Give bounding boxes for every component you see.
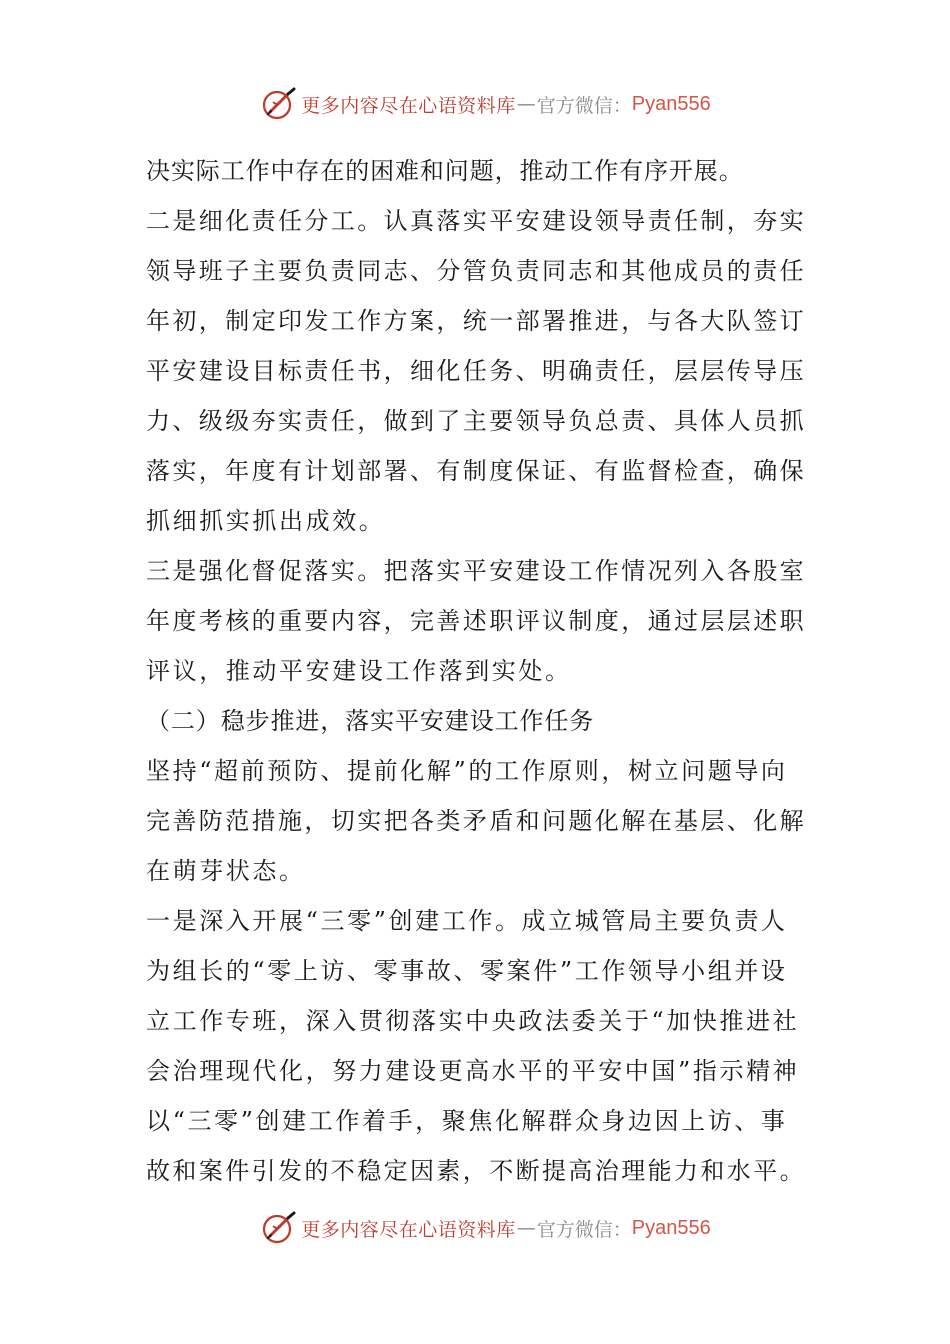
body-line: 完善防范措施，切实把各类矛盾和问题化解在基层、化解 — [146, 807, 806, 835]
body-line: 评议，推动平安建设工作落到实处。 — [146, 657, 572, 685]
body-line: 决实际工作中存在的困难和问题，推动工作有序开展。 — [146, 157, 744, 185]
section-heading: （二）稳步推进，落实平安建设工作任务 — [146, 707, 595, 735]
body-line: 一是深入开展“三零”创建工作。成立城管局主要负责人 — [146, 907, 788, 935]
watermark-dash: — — [516, 1217, 536, 1239]
watermark-wechat-id: Pyan556 — [631, 92, 711, 115]
body-line: 年初，制定印发工作方案，统一部署推进，与各大队签订 — [146, 307, 806, 335]
watermark-wechat-id: Pyan556 — [631, 1216, 711, 1239]
header-watermark-content — [261, 86, 711, 122]
body-line: 以“三零”创建工作着手，聚焦化解群众身边因上访、事 — [146, 1107, 788, 1135]
body-line: 坚持“超前预防、提前化解”的工作原则，树立问题导向 — [146, 757, 788, 785]
document-body — [146, 146, 810, 1196]
watermark-dash: — — [516, 93, 536, 115]
header-watermark — [0, 84, 950, 124]
body-line: 为组长的“零上访、零事故、零案件”工作领导小组并设 — [146, 957, 788, 985]
body-line: 三是强化督促落实。把落实平安建设工作情况列入各股室 — [146, 557, 806, 585]
footer-watermark — [0, 1208, 950, 1248]
body-line: 立工作专班，深入贯彻落实中央政法委关于“加快推进社 — [146, 1007, 800, 1035]
pen-logo-icon — [261, 86, 297, 122]
body-line: 二是细化责任分工。认真落实平安建设领导责任制，夯实 — [146, 207, 806, 235]
watermark-sub-text: 官方微信： — [536, 1218, 632, 1241]
watermark-main-text: 更多内容尽在心语资料库 — [301, 1218, 516, 1241]
pen-logo-icon — [261, 1210, 297, 1246]
body-line: 年度考核的重要内容，完善述职评议制度，通过层层述职 — [146, 607, 806, 635]
footer-watermark-content — [261, 1210, 711, 1246]
body-line: 在萌芽状态。 — [146, 857, 306, 885]
watermark-main-text: 更多内容尽在心语资料库 — [301, 94, 516, 117]
body-line: 落实，年度有计划部署、有制度保证、有监督检查，确保 — [146, 457, 806, 485]
body-line: 会治理现代化，努力建设更高水平的平安中国”指示精神 — [146, 1057, 800, 1085]
body-line: 力、级级夯实责任，做到了主要领导负总责、具体人员抓 — [146, 407, 806, 435]
body-line: 抓细抓实抓出成效。 — [146, 507, 386, 535]
body-line: 平安建设目标责任书，细化任务、明确责任，层层传导压 — [146, 357, 806, 385]
body-line: 领导班子主要负责同志、分管负责同志和其他成员的责任 — [146, 257, 806, 285]
watermark-sub-text: 官方微信： — [536, 94, 632, 117]
body-line: 故和案件引发的不稳定因素，不断提高治理能力和水平。 — [146, 1157, 806, 1185]
